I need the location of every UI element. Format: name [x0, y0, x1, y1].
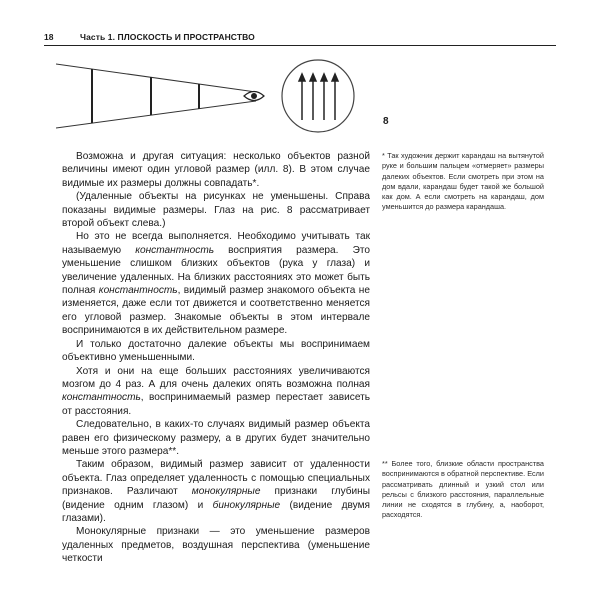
eye-icon: [244, 92, 264, 101]
paragraph-3: Но это не всегда выполняется. Необходимо учитывать так называемую константность восприятия размера. Это уменьшение слишком близких объектов (рука у глаза) и увеличение удаленных. На близких расстояниях это может быть полная константность, видимый размер знакомого объекта не изменяется, даже если тот движется и соответственно меняется его угловой размер. Знакомые объекты в этом интервале воспринимаются в их действительном размере.: [62, 231, 370, 337]
figure-number: 8: [383, 116, 389, 127]
visual-field-circle: [282, 60, 354, 132]
paragraph-8: Монокулярные признаки — это уменьшение размеров удаленных предметов, воздушная перспектива (уменьшение четкости: [62, 526, 370, 565]
paragraph-7: Таким образом, видимый размер зависит от удаленности объекта. Глаз определяет удаленность с помощью специальных признаков. Различают монокулярные признаки глубины (видение одним глазом) и бинокулярные (видение двумя глазами).: [62, 459, 370, 524]
running-header: [44, 31, 556, 46]
page-number: 18: [44, 32, 54, 42]
illustration-angular-size: [56, 58, 376, 138]
footnote-2: ** Более того, близкие области пространства воспринимаются в обратной перспективе. Если рассматривать длинный и узкий стол или рельсы с близкого расстояния, параллельные линии не сходятся в глубину, а, наоборот, расходятся.: [382, 459, 544, 520]
paragraph-1: Возможна и другая ситуация: несколько объектов разной величины имеют один угловой размер (илл. 8). В этом случае видимые их размеры должны совпадать*.: [62, 151, 370, 189]
paragraph-6: Следовательно, в каких-то случаях видимый размер объекта равен его физическому размеру, а в других будет значительно меньше этого размера**.: [62, 419, 370, 457]
footnote-1: * Так художник держит карандаш на вытянутой руке и большим пальцем «отмеряет» размеры далеких объектов. Если смотреть при этом на дом вдали, карандаш будет такой же большой как дом. А если смотреть на карандаш, дом уменьшится до размера карандаша.: [382, 151, 544, 212]
paragraph-5: Хотя и они на еще больших расстояниях увеличиваются мозгом до 4 раз. А для очень далеких опять возможна полная константность, воспринимаемый размер перестает зависеть от расстояния.: [62, 365, 370, 417]
paragraph-2: (Удаленные объекты на рисунках не уменьшены. Справа показаны видимые размеры. Глаз на рис. 8 рассматривает второй объект слева.): [62, 191, 370, 230]
sight-line-top: [56, 64, 256, 92]
paragraph-4: И только достаточно далекие объекты мы воспринимаем объективно уменьшенными.: [62, 338, 370, 364]
chapter-title: Часть 1. ПЛОСКОСТЬ И ПРОСТРАНСТВО: [80, 32, 255, 42]
sight-line-bottom: [56, 101, 256, 128]
body-text: [62, 150, 370, 566]
